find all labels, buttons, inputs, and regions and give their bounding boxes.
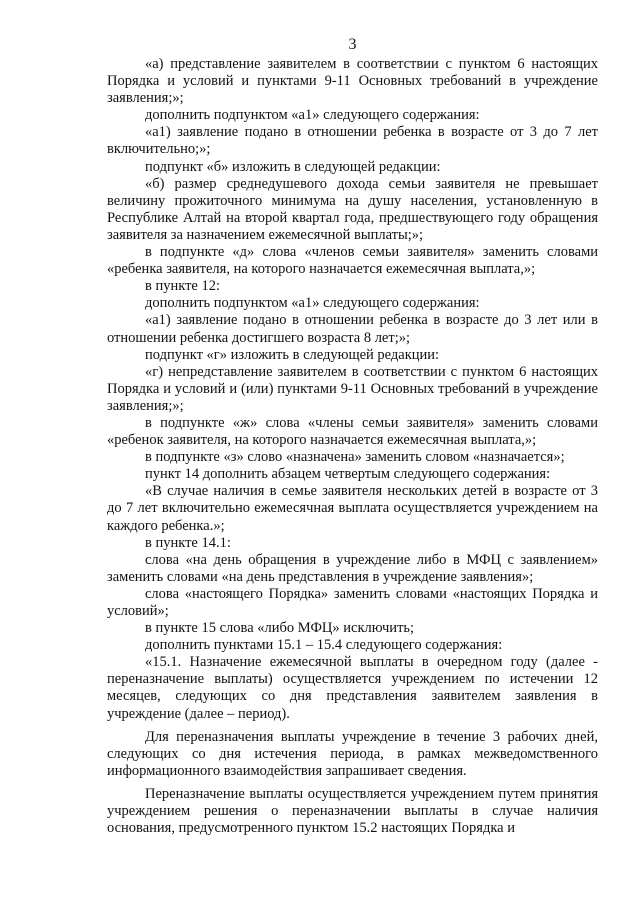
paragraph: в пункте 14.1: [145, 534, 231, 551]
paragraph: в пункте 15 слова «либо МФЦ» исключить; [145, 620, 415, 637]
paragraph: «а1) заявление подано в отношении ребенка в возрасте до 3 лет или в отношении ребенка достигшего возраста 8 лет;»; [107, 312, 598, 346]
paragraph: пункт 14 дополнить абзацем четвертым следующего содержания: [145, 466, 551, 483]
paragraph: «б) размер среднедушевого дохода семьи заявителя не превышает величину прожиточного минимума на душу населения, установленную в Республике Алтай на второй квартал года, предшествующего году обращения заявителя за назначением ежемесячной выплаты;»; [107, 175, 598, 243]
paragraph: «г) непредставление заявителем в соответствии с пунктом 6 настоящих Порядка и условий и (или) пунктами 9-11 Основных требований в учреждение заявления;»; [107, 363, 598, 414]
paragraph: подпункт «б» изложить в следующей редакции: [145, 158, 441, 175]
document-body [107, 56, 598, 837]
paragraph: Для переназначения выплаты учреждение в течение 3 рабочих дней, следующих со дня истечения периода, в рамках межведомственного информационного взаимодействия запрашивает сведения. [107, 728, 598, 779]
paragraph: подпункт «г» изложить в следующей редакции: [145, 346, 440, 363]
paragraph: в подпункте «з» слово «назначена» заменить словом «назначается»; [145, 449, 565, 466]
paragraph: «а1) заявление подано в отношении ребенка в возрасте от 3 до 7 лет включительно;»; [107, 124, 598, 158]
paragraph: в пункте 12: [145, 278, 221, 295]
paragraph: в подпункте «д» слова «членов семьи заявителя» заменить словами «ребенка заявителя, на которого назначается ежемесячная выплата,»; [107, 244, 598, 278]
paragraph: «15.1. Назначение ежемесячной выплаты в очередном году (далее - переназначение выплаты) осуществляется учреждением по истечении 12 месяцев, следующих со дня представления заявителем заявления в учреждение (далее – период). [107, 654, 598, 722]
paragraph: «В случае наличия в семье заявителя нескольких детей в возрасте от 3 до 7 лет включительно ежемесячная выплата осуществляется учреждением на каждого ребенка.»; [107, 483, 598, 534]
paragraph: слова «настоящего Порядка» заменить словами «настоящих Порядка и условий»; [107, 585, 598, 619]
paragraph: дополнить пунктами 15.1 – 15.4 следующего содержания: [145, 637, 503, 654]
paragraph: в подпункте «ж» слова «члены семьи заявителя» заменить словами «ребенок заявителя, на которого назначается ежемесячная выплата,»; [107, 414, 598, 449]
paragraph: Переназначение выплаты осуществляется учреждением путем принятия учреждением решения о переназначении выплаты в случае наличия основания, предусмотренного пунктом 15.2 настоящих Порядка и [107, 785, 598, 837]
paragraph: «а) представление заявителем в соответствии с пунктом 6 настоящих Порядка и условий и пунктами 9-11 Основных требований в учреждение заявления;»; [107, 56, 598, 107]
paragraph: дополнить подпунктом «а1» следующего содержания: [145, 107, 480, 124]
paragraph: слова «на день обращения в учреждение либо в МФЦ с заявлением» заменить словами «на день представления в учреждение заявления»; [107, 551, 598, 585]
paragraph: дополнить подпунктом «а1» следующего содержания: [145, 295, 480, 312]
page-number: 3 [348, 36, 357, 53]
